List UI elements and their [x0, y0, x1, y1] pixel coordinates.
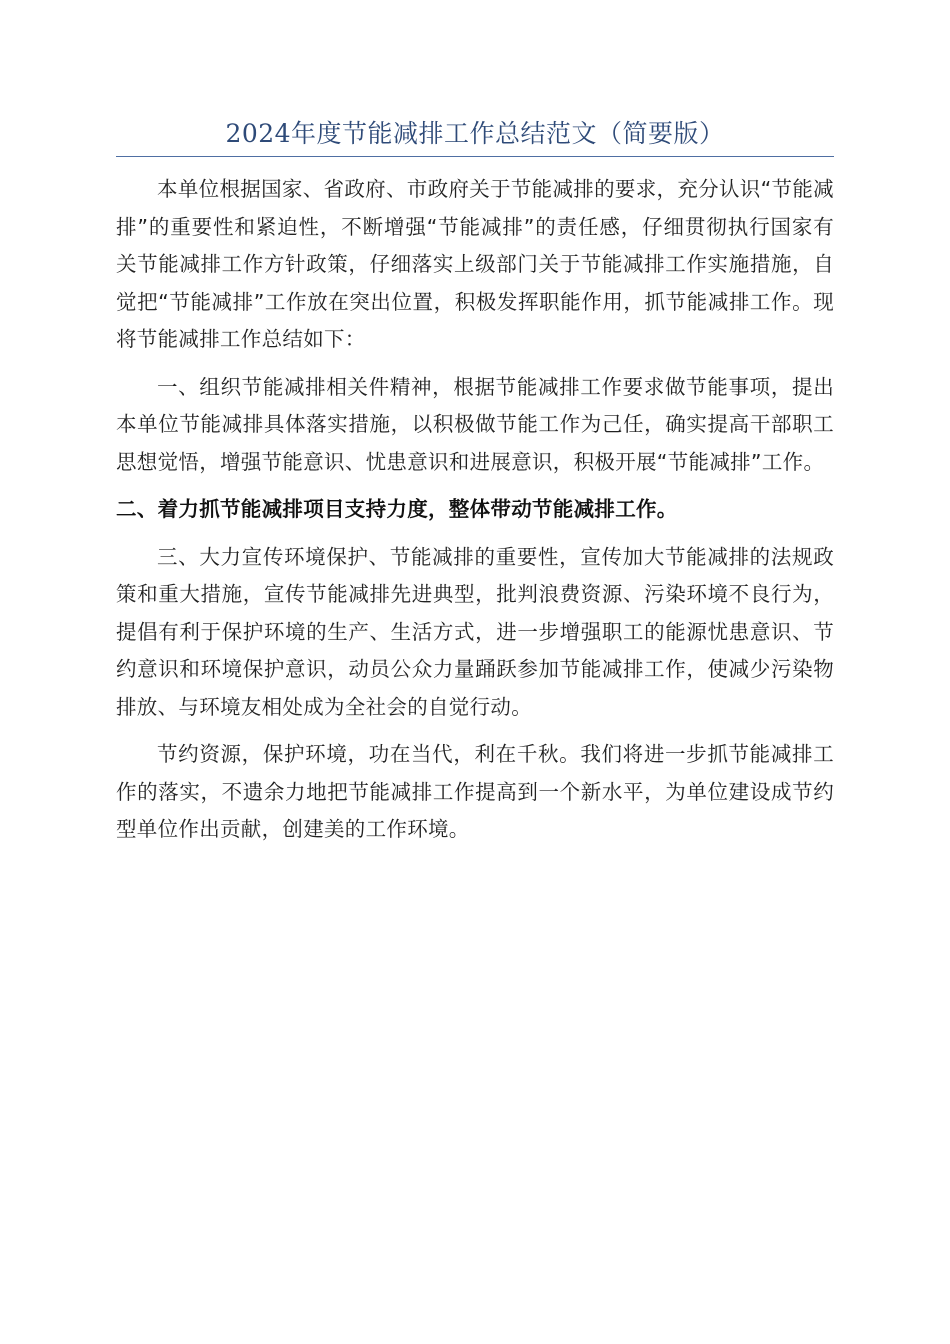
intro-paragraph: 本单位根据国家、省政府、市政府关于节能减排的要求，充分认识“节能减排”的重要性和紧迫性，不断增强“节能减排”的责任感，仔细贯彻执行国家有关节能减排工作方针政策，仔细落实上级部门关于节能减排工作实施措施，自觉把“节能减排”工作放在突出位置，积极发挥职能作用，抓节能减排工作。现将节能减排工作总结如下：: [116, 177, 834, 351]
section-one-paragraph: 一、组织节能减排相关件精神，根据节能减排工作要求做节能事项，提出本单位节能减排具体落实措施，以积极做节能工作为己任，确实提高干部职工思想觉悟，增强节能意识、忧患意识和进展意识，积极开展“节能减排”工作。: [116, 374, 834, 474]
document-body: [116, 112, 834, 859]
title-underline: [116, 156, 834, 157]
conclusion-paragraph: 节约资源，保护环境，功在当代，利在千秋。我们将进一步抓节能减排工作的落实，不遗余力地把节能减排工作提高到一个新水平，为单位建设成节约型单位作出贡献，创建美的工作环境。: [116, 742, 834, 841]
document-title: 2024年度节能减排工作总结范文（简要版）: [225, 119, 725, 148]
section-two-heading: 二、着力抓节能减排项目支持力度，整体带动节能减排工作。: [116, 497, 678, 521]
section-three-paragraph: 三、大力宣传环境保护、节能减排的重要性，宣传加大节能减排的法规政策和重大措施，宣传节能减排先进典型，批判浪费资源、污染环境不良行为，提倡有利于保护环境的生产、生活方式，进一步增强职工的能源忧患意识、节约意识和环境保护意识，动员公众力量踊跃参加节能减排工作，使减少污染物排放、与环境友相处成为全社会的自觉行动。: [116, 544, 834, 719]
